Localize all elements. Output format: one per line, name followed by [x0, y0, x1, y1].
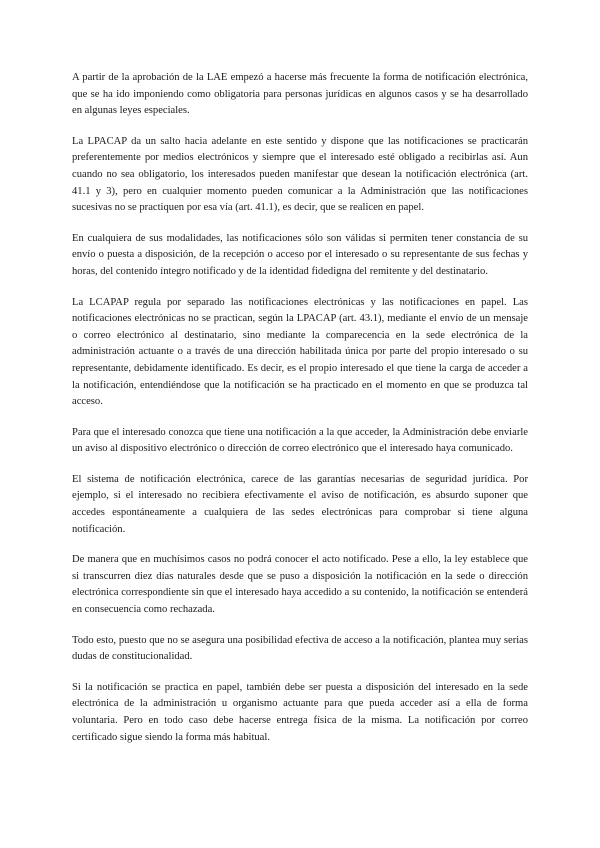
- document-body: [72, 70, 528, 760]
- paragraph-4: La LCAPAP regula por separado las notificaciones electrónicas y las notificaciones en papel. Las notificaciones electrónicas no se practican, según la LPACAP (art. 43.1), mediante el envío de un mensaje o correo electrónico al destinatario, sino mediante la comparecencia en la sede electrónica de la administración actuante o a través de una dirección habilitada única por parte del propio interesado o su representante, debidamente identificado. Es decir, es el propio interesado el que tiene la carga de acceder a la notificación, entendiéndose que la notificación se ha practicado en el momento en que se produzca tal acceso.: [72, 296, 528, 408]
- paragraph-1: A partir de la aprobación de la LAE empezó a hacerse más frecuente la forma de notificación electrónica, que se ha ido imponiendo como obligatoria para personas jurídicas en algunos casos y se ha desarrollado en algunas leyes especiales.: [72, 72, 528, 117]
- paragraph-3: En cualquiera de sus modalidades, las notificaciones sólo son válidas si permiten tener constancia de su envío o puesta a disposición, de la recepción o acceso por el interesado o su representante de sus fechas y horas, del contenido íntegro notificado y de la identidad fidedigna del remitente y del destinatario.: [72, 232, 528, 277]
- paragraph-6: El sistema de notificación electrónica, carece de las garantías necesarias de seguridad jurídica. Por ejemplo, si el interesado no recibiera efectivamente el aviso de notificación, es absurdo suponer que accedes espontáneamente a cualquiera de las sedes electrónicas para comprobar si tiene alguna notificación.: [72, 473, 528, 535]
- paragraph-5: Para que el interesado conozca que tiene una notificación a la que acceder, la Administración debe enviarle un aviso al dispositivo electrónico o dirección de correo electrónico que el interesado haya comunicado.: [72, 426, 528, 455]
- paragraph-9: Si la notificación se practica en papel, también debe ser puesta a disposición del interesado en la sede electrónica de la administración u organismo actuante para que pueda acceder así a ella de forma voluntaria. Pero en todo caso debe hacerse entrega física de la misma. La notificación por correo certificado sigue siendo la forma más habitual.: [72, 681, 528, 743]
- paragraph-7: De manera que en muchísimos casos no podrá conocer el acto notificado. Pese a ello, la ley establece que si transcurren diez días naturales desde que se puso a disposición la notificación en la sede o dirección electrónica correspondiente sin que el interesado haya accedido a su contenido, la notificación se entenderá en consecuencia como rechazada.: [72, 554, 528, 616]
- paragraph-8: Todo esto, puesto que no se asegura una posibilidad efectiva de acceso a la notificación, plantea muy serias dudas de constitucionalidad.: [72, 634, 528, 663]
- paragraph-2: La LPACAP da un salto hacia adelante en este sentido y dispone que las notificaciones se practicarán preferentemente por medios electrónicos y siempre que el interesado esté obligado a recibirlas así. Aun cuando no sea obligatorio, los interesados pueden manifestar que desean la notificación electrónica (art. 41.1 y 3), pero en cualquier momento pueden comunicar a la Administración que las notificaciones sucesivas no se practiquen por esa vía (art. 41.1), es decir, que se realicen en papel.: [72, 135, 528, 214]
